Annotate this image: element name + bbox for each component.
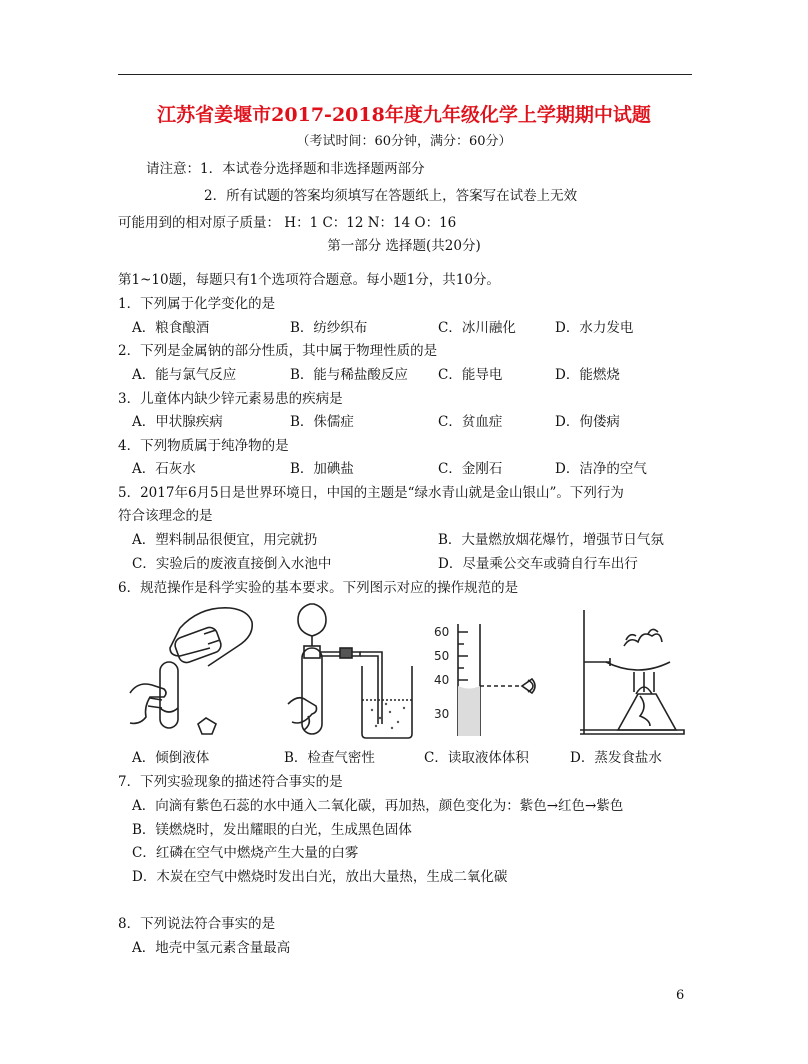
q3-option-c: C．贫血症 — [438, 414, 503, 430]
q4-option-b: B．加碘盐 — [290, 461, 354, 477]
q3-option-b: B．侏儒症 — [290, 414, 354, 430]
cylinder-tick-50: 50 — [434, 649, 450, 663]
q2-option-c: C．能导电 — [438, 367, 503, 383]
q6-option-a: A．倾倒液体 — [132, 750, 210, 766]
q7-option-b: B．镁燃烧时，发出耀眼的白光，生成黑色固体 — [132, 822, 412, 838]
q4-option-c: C．金刚石 — [438, 461, 503, 477]
graduated-cylinder-figure — [430, 624, 560, 740]
atomic-masses: 可能用到的相对原子质量： H：1 C：12 N：14 O：16 — [118, 215, 457, 231]
q6-option-d: D．蒸发食盐水 — [570, 750, 662, 766]
pouring-liquid-figure — [120, 598, 260, 738]
q5-stem: 5．2017年6月5日是世界环境日，中国的主题是“绿水青山就是金山银山”。下列行为 — [118, 485, 624, 501]
q5-option-c: C．实验后的废液直接倒入水池中 — [132, 556, 332, 572]
q3-option-d: D．佝偻病 — [555, 414, 620, 430]
page-number: 6 — [676, 988, 685, 1003]
section-title: 第一部分 选择题(共20分) — [327, 238, 481, 254]
q3-stem: 3．儿童体内缺少锌元素易患的疾病是 — [118, 391, 343, 407]
q7-option-d: D．木炭在空气中燃烧时发出白光，放出大量热，生成二氧化碳 — [132, 869, 508, 885]
note-1: 请注意：1．本试卷分选择题和非选择题两部分 — [146, 161, 425, 177]
cylinder-tick-60: 60 — [434, 625, 450, 639]
q4-option-a: A．石灰水 — [132, 461, 196, 477]
airtightness-figure — [282, 600, 422, 740]
q1-stem: 1．下列属于化学变化的是 — [118, 296, 276, 312]
q7-stem: 7．下列实验现象的描述符合事实的是 — [118, 774, 343, 790]
q5-option-a: A．塑料制品很便宜，用完就扔 — [132, 532, 318, 548]
q1-option-d: D．水力发电 — [555, 320, 634, 336]
q2-option-d: D．能燃烧 — [555, 367, 620, 383]
cylinder-tick-40: 40 — [434, 673, 450, 687]
note-2: 2．所有试题的答案均须填写在答题纸上，答案写在试卷上无效 — [204, 188, 578, 204]
q2-option-a: A．能与氯气反应 — [132, 367, 237, 383]
q7-option-a: A．向滴有紫色石蕊的水中通入二氧化碳，再加热，颜色变化为：紫色→红色→紫色 — [132, 798, 624, 814]
q8-option-a: A．地壳中氢元素含量最高 — [132, 940, 291, 956]
q5-option-d: D．尽量乘公交车或骑自行车出行 — [438, 556, 638, 572]
q6-option-c: C．读取液体体积 — [424, 750, 529, 766]
q3-option-a: A．甲状腺疾病 — [132, 414, 223, 430]
exam-title: 江苏省姜堰市2017-2018年度九年级化学上学期期中试题 — [157, 104, 651, 126]
q4-option-d: D．洁净的空气 — [555, 461, 647, 477]
q8-stem: 8．下列说法符合事实的是 — [118, 916, 276, 932]
evaporation-figure — [570, 606, 690, 740]
q1-option-c: C．冰川融化 — [438, 320, 516, 336]
q2-stem: 2．下列是金属钠的部分性质，其中属于物理性质的是 — [118, 343, 438, 359]
q6-stem: 6．规范操作是科学实验的基本要求。下列图示对应的操作规范的是 — [118, 580, 519, 596]
q7-option-c: C．红磷在空气中燃烧产生大量的白雾 — [132, 845, 359, 861]
header-rule — [118, 74, 692, 75]
q1-option-b: B．纺纱织布 — [290, 320, 368, 336]
q1-option-a: A．粮食酿酒 — [132, 320, 210, 336]
q6-option-b: B．检查气密性 — [284, 750, 375, 766]
exam-subtitle: （考试时间：60分钟，满分：60分） — [296, 134, 512, 149]
cylinder-tick-30: 30 — [434, 707, 450, 721]
q5-stem-cont: 符合该理念的是 — [118, 508, 213, 524]
q5-option-b: B．大量燃放烟花爆竹，增强节日气氛 — [438, 532, 664, 548]
q4-stem: 4．下列物质属于纯净物的是 — [118, 438, 289, 454]
section-intro: 第1~10题，每题只有1个选项符合题意。每小题1分，共10分。 — [118, 272, 500, 288]
q2-option-b: B．能与稀盐酸反应 — [290, 367, 408, 383]
